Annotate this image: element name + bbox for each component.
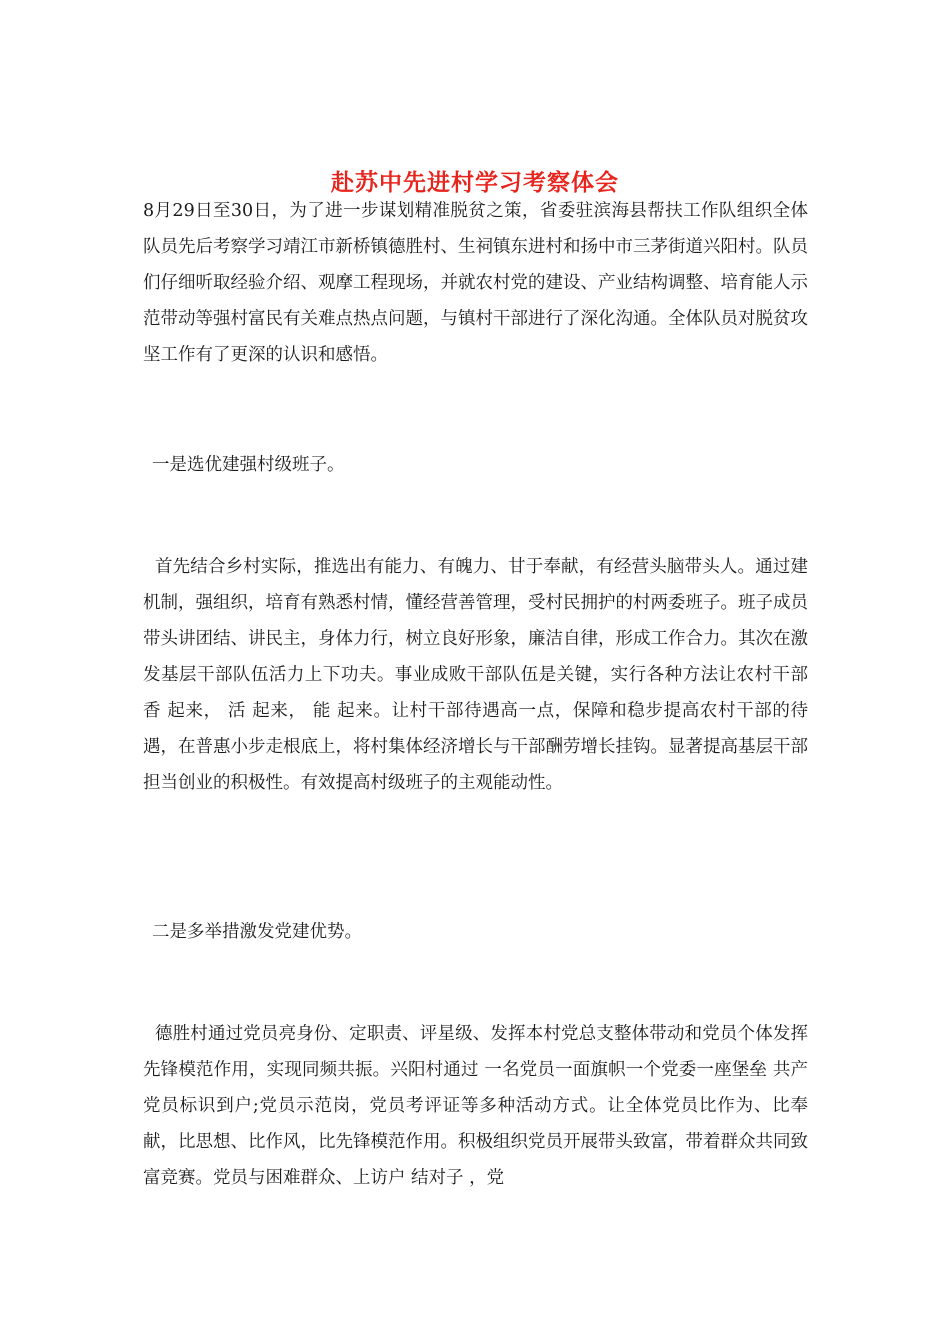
section-heading-1: 一是选优建强村级班子。	[152, 455, 345, 475]
section-paragraph-2: 德胜村通过党员亮身份、定职责、评星级、发挥本村党总支整体带动和党员个体发挥先锋模范作用，实现同频共振。兴阳村通过 一名党员一面旗帜一个党委一座堡垒 共产党员标识到户;党员示范岗，党员考评证等多种活动方式。让全体党员比作为、比奉献，比思想、比作风，比先锋模范作用。积极组织党员开展带头致富，带着群众共同致富竞赛。党员与困难群众、上访户 结对子 ，党	[143, 1024, 808, 1188]
section-paragraph-1: 首先结合乡村实际，推选出有能力、有魄力、甘于奉献，有经营头脑带头人。通过建机制，强组织，培育有熟悉村情，懂经营善管理，受村民拥护的村两委班子。班子成员带头讲团结、讲民主，身体力行，树立良好形象，廉洁自律，形成工作合力。其次在激发基层干部队伍活力上下功夫。事业成败干部队伍是关键，实行各种方法让农村干部 香 起来， 活 起来， 能 起来。让村干部待遇高一点，保障和稳步提高农村干部的待遇，在普惠小步走根底上，将村集体经济增长与干部酬劳增长挂钩。显著提高基层干部担当创业的积极性。有效提高村级班子的主观能动性。	[143, 557, 808, 793]
section-heading-2: 二是多举措激发党建优势。	[152, 922, 362, 942]
document-title: 赴苏中先进村学习考察体会	[331, 169, 619, 197]
intro-paragraph: 8月29日至30日，为了进一步谋划精准脱贫之策，省委驻滨海县帮扶工作队组织全体队员先后考察学习靖江市新桥镇德胜村、生祠镇东进村和扬中市三茅街道兴阳村。队员们仔细听取经验介绍、观摩工程现场，并就农村党的建设、产业结构调整、培育能人示范带动等强村富民有关难点热点问题，与镇村干部进行了深化沟通。全体队员对脱贫攻坚工作有了更深的认识和感悟。	[143, 201, 808, 365]
